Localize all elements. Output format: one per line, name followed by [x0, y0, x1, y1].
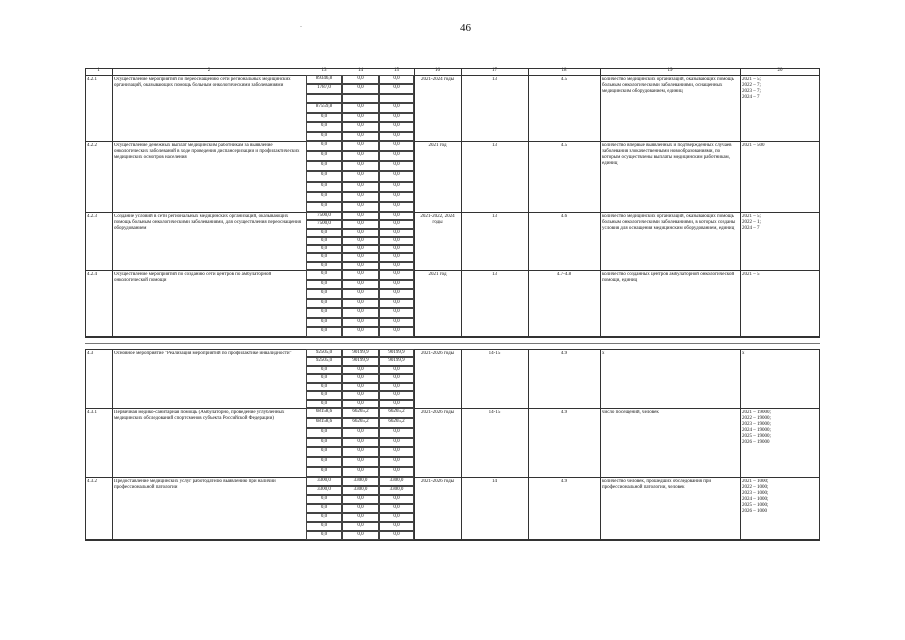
budget-value: 0,0	[342, 467, 379, 477]
budget-value: 3300,0	[306, 486, 342, 495]
column-divider	[112, 349, 113, 540]
budget-value: 0,0	[379, 161, 414, 171]
budget-value: 0,0	[379, 212, 414, 220]
budget-value: 0,0	[306, 245, 342, 253]
col17-value: 13	[492, 77, 497, 82]
row-divider	[85, 212, 820, 213]
budget-value: 0,0	[379, 220, 414, 228]
budget-value: 0,0	[306, 141, 342, 151]
budget-value: 0,0	[342, 327, 379, 337]
row-divider	[85, 337, 820, 338]
row-id: 4.2.1	[87, 77, 97, 82]
budget-value: 0,0	[342, 229, 379, 237]
budget-value: 7500,0	[306, 212, 342, 220]
budget-value: 7500,0	[306, 220, 342, 228]
budget-value: 0,0	[342, 103, 379, 112]
row-id: 4.3.2	[87, 479, 97, 484]
column-divider	[414, 349, 415, 540]
budget-value: 0,0	[342, 212, 379, 220]
years: 2021-2022, 2024 годы	[420, 214, 455, 225]
budget-value: 0,0	[306, 151, 342, 161]
budget-value: 0,0	[306, 383, 342, 391]
budget-value: 0,0	[342, 75, 379, 84]
budget-value: 0,0	[379, 113, 414, 122]
budget-value: 0,0	[379, 447, 414, 457]
budget-value: 0,0	[379, 280, 414, 290]
col17-value: 14-15	[488, 351, 501, 356]
row-divider	[85, 540, 820, 541]
budget-value: 0,0	[342, 151, 379, 161]
budget-value: 0,0	[379, 171, 414, 181]
column-number: 1	[97, 68, 100, 73]
target-values: x	[742, 351, 745, 356]
col18-value: 4.9	[560, 410, 568, 415]
col17-value: 13	[492, 214, 497, 219]
column-number: 20	[777, 68, 783, 73]
budget-value: 0,0	[306, 253, 342, 261]
budget-value: 3300,0	[379, 477, 414, 486]
budget-value: 0,0	[379, 103, 414, 112]
budget-value: 0,0	[342, 522, 379, 531]
budget-value: 0,0	[342, 262, 379, 270]
budget-value: 0,0	[379, 202, 414, 212]
budget-value: 0,0	[306, 366, 342, 374]
budget-value	[306, 94, 342, 103]
budget-value: 0,0	[342, 280, 379, 290]
budget-value: 0,0	[379, 245, 414, 253]
budget-value: 0,0	[379, 151, 414, 161]
column-divider	[528, 349, 529, 540]
budget-value: 0,0	[306, 229, 342, 237]
col18-value: 4.5	[560, 77, 568, 82]
col17-value: 13	[492, 272, 497, 277]
budget-value: 0,0	[342, 202, 379, 212]
row-id: 4.2.2	[87, 143, 97, 148]
column-divider	[740, 68, 741, 337]
budget-value: 0,0	[379, 513, 414, 522]
budget-value: 0,0	[379, 237, 414, 245]
budget-value: 0,0	[379, 229, 414, 237]
col17-value: 13	[492, 143, 497, 148]
indicator: количество медицинских организаций, оказывающих помощь больным онкологическими заболеваниями, оснащенных медицинским оборудованием, единиц	[602, 77, 734, 94]
budget-value: 0,0	[342, 171, 379, 181]
column-divider	[112, 68, 113, 337]
budget-value: 90199,9	[379, 357, 414, 365]
budget-value: 0,0	[306, 308, 342, 318]
budget-value: 0,0	[342, 237, 379, 245]
measure-name: Осуществление денежных выплат медицинским работникам за выявление онкологических заболеваний в ходе проведения диспансеризации и профилактических медицинских осмотров населения	[114, 143, 300, 160]
budget-value: 0,0	[306, 447, 342, 457]
budget-value: 0,0	[379, 192, 414, 202]
budget-value: 66265,2	[379, 418, 414, 428]
budget-value: 0,0	[342, 447, 379, 457]
budget-value: 0,0	[379, 182, 414, 192]
budget-value: 0,0	[342, 374, 379, 382]
budget-value: 0,0	[306, 318, 342, 328]
budget-value: 89346,8	[306, 75, 342, 84]
indicator: число посещений, человек	[602, 410, 659, 415]
measure-name: Основное мероприятие "Реализация мероприятий по профилактике инвалидности"	[114, 351, 292, 356]
budget-value: 0,0	[306, 113, 342, 122]
budget-value: 0,0	[379, 428, 414, 438]
budget-value: 90199,9	[342, 357, 379, 365]
budget-value: 0,0	[306, 457, 342, 467]
row-id: 4.3.1	[87, 410, 97, 415]
col17-value: 14-15	[488, 410, 501, 415]
indicator: количество медицинских организаций, оказывающих помощь больным онкологическими заболеваниями, в которых созданы условия для оснащения медицинским оборудованием, единиц	[602, 214, 736, 231]
budget-value: 0,0	[342, 245, 379, 253]
measure-name: Осуществление мероприятий по переоснащению сети региональных медицинских организаций, оказывающих помощь больным онкологическими заболеваниями	[114, 77, 291, 88]
col17-value: 14	[492, 479, 497, 484]
budget-value: 0,0	[342, 113, 379, 122]
budget-value: 0,0	[342, 84, 379, 93]
budget-value: 0,0	[379, 299, 414, 309]
budget-value: 66265,2	[342, 418, 379, 428]
budget-value: 0,0	[306, 299, 342, 309]
column-divider	[414, 68, 415, 337]
budget-value: 0,0	[379, 374, 414, 382]
budget-value: 0,0	[306, 522, 342, 531]
budget-value: 0,0	[342, 270, 379, 280]
budget-value: 0,0	[379, 504, 414, 513]
budget-value: 0,0	[342, 253, 379, 261]
col18-value: 4.7-4.8	[556, 272, 572, 277]
budget-value: 3300,0	[306, 477, 342, 486]
column-number: 2	[207, 68, 211, 73]
budget-value: 90199,9	[342, 349, 379, 357]
column-number: 13	[321, 68, 327, 73]
budget-value: 92505,0	[306, 349, 342, 357]
budget-value: 0,0	[379, 262, 414, 270]
budget-value: 0,0	[306, 192, 342, 202]
column-number: 14	[358, 68, 363, 73]
budget-value: 0,0	[306, 289, 342, 299]
budget-value: 0,0	[342, 318, 379, 328]
budget-value: 0,0	[342, 289, 379, 299]
budget-value: 0,0	[306, 428, 342, 438]
row-divider	[85, 408, 820, 409]
budget-value: 90199,9	[379, 349, 414, 357]
budget-value: 0,0	[342, 132, 379, 141]
column-divider	[600, 349, 601, 540]
budget-value: 0,0	[342, 220, 379, 228]
budget-value: 0,0	[379, 522, 414, 531]
budget-value: 0,0	[379, 318, 414, 328]
budget-value: 0,0	[379, 84, 414, 93]
budget-value: 68158,6	[306, 408, 342, 418]
column-number: 17	[492, 68, 497, 73]
column-number: 16	[435, 68, 440, 73]
target-values: 2021 – 5	[742, 272, 760, 277]
target-values: 2021 – 1000; 2022 – 1000; 2023 – 1000; 2024 – 1000; 2025 – 1000; 2026 – 1000	[742, 479, 769, 514]
budget-value: 1787,0	[306, 84, 342, 93]
column-divider	[461, 349, 462, 540]
row-divider	[85, 477, 820, 478]
budget-value: 0,0	[379, 75, 414, 84]
years: 2021 год	[428, 272, 447, 277]
budget-value: 0,0	[306, 531, 342, 540]
years: 2021 год	[428, 143, 447, 148]
budget-value: 0,0	[342, 438, 379, 448]
indicator: количество созданных центров амбулаторной онкологической помощи, единиц	[602, 272, 735, 283]
budget-value: 0,0	[306, 438, 342, 448]
section-gap	[85, 343, 820, 344]
budget-value: 0,0	[379, 391, 414, 399]
budget-value: 3300,0	[342, 486, 379, 495]
header-divider	[85, 75, 820, 76]
column-divider	[528, 68, 529, 337]
budget-value: 0,0	[342, 495, 379, 504]
budget-value: 0,0	[342, 457, 379, 467]
indicator: количество впервые выявленных и подтвержденных случаев заболевания злокачественными новообразованиями, по которым осуществлены выплаты медицинским работникам, единиц	[602, 143, 732, 166]
col18-value: 4.9	[560, 351, 568, 356]
target-values: 2021 – 500	[742, 143, 765, 148]
budget-value: 0,0	[306, 504, 342, 513]
budget-value: 0,0	[379, 132, 414, 141]
row-divider	[85, 270, 820, 271]
page-number: 46	[460, 22, 471, 34]
budget-value: 0,0	[342, 122, 379, 131]
target-values: 2021 – 5; 2022 – 7; 2023 – 7; 2024 – 7	[742, 77, 761, 100]
budget-value: 0,0	[306, 495, 342, 504]
budget-value	[342, 94, 379, 103]
years: 2021-2026 годы	[420, 410, 455, 415]
budget-value: 3300,0	[379, 486, 414, 495]
column-divider	[461, 68, 462, 337]
budget-value: 0,0	[306, 467, 342, 477]
measure-name: Осуществление мероприятий по созданию сети центров по амбулаторной онкологической помощи	[114, 272, 272, 283]
target-values: 2021 – 19000; 2022 – 19000; 2023 – 19000; 2024 – 19000; 2025 – 19000; 2026 – 19000	[742, 410, 771, 445]
budget-value: 0,0	[379, 366, 414, 374]
budget-value: 0,0	[379, 253, 414, 261]
budget-value: 0,0	[306, 132, 342, 141]
budget-value: 0,0	[342, 400, 379, 408]
col18-value: 4.6	[560, 214, 568, 219]
budget-value: 0,0	[306, 391, 342, 399]
budget-value: 0,0	[342, 391, 379, 399]
row-id: 4.2.3	[87, 214, 97, 219]
row-divider	[85, 141, 820, 142]
column-number: 18	[561, 68, 567, 73]
col18-value: 4.5	[560, 143, 568, 148]
indicator: x	[602, 351, 605, 356]
budget-value: 0,0	[306, 400, 342, 408]
budget-value: 0,0	[342, 513, 379, 522]
budget-value: 0,0	[342, 182, 379, 192]
measure-name: Создание условий в сети региональных медицинских организаций, оказывающих помощь больным онкологическими заболеваниями, для осуществления переоснащения оборудованием	[114, 214, 301, 231]
row-id: 4.3	[87, 351, 94, 356]
years: 2021-2026 годы	[420, 479, 455, 484]
budget-value: 0,0	[306, 374, 342, 382]
budget-value: 0,0	[342, 366, 379, 374]
measure-name: Первичная медико-санитарная помощь (Амбулаторно, проведение углубленных медицинских обследований спортсменов субъекта Российской Федерации)	[114, 410, 285, 421]
years: 2021-2024 годы	[420, 77, 455, 82]
budget-value: 0,0	[306, 280, 342, 290]
column-divider	[740, 349, 741, 540]
budget-value: 0,0	[342, 141, 379, 151]
budget-value: 68158,6	[306, 418, 342, 428]
budget-value: 0,0	[306, 182, 342, 192]
budget-value: 0,0	[342, 428, 379, 438]
budget-value: 0,0	[379, 270, 414, 280]
budget-value: 0,0	[342, 531, 379, 540]
indicator: количество человек, прошедших обследования при профессиональной патологии, человек	[602, 479, 712, 490]
budget-value	[379, 94, 414, 103]
budget-value: 0,0	[342, 383, 379, 391]
budget-value: 66265,2	[379, 408, 414, 418]
column-number: 19	[667, 68, 673, 73]
budget-value: 0,0	[342, 161, 379, 171]
budget-value: 0,0	[379, 531, 414, 540]
budget-value: 0,0	[379, 400, 414, 408]
budget-value: 0,0	[379, 457, 414, 467]
budget-value: 0,0	[342, 299, 379, 309]
row-id: 4.2.4	[87, 272, 97, 277]
budget-value: 0,0	[306, 122, 342, 131]
column-number: 15	[394, 68, 399, 73]
budget-value: 0,0	[306, 262, 342, 270]
budget-value: 0,0	[342, 192, 379, 202]
budget-value: 0,0	[379, 122, 414, 131]
budget-value: 0,0	[379, 308, 414, 318]
target-values: 2021 – 5; 2022 – 1; 2024 – 7	[742, 214, 761, 231]
budget-value: 0,0	[342, 308, 379, 318]
scan-mark: .	[300, 20, 302, 29]
budget-value: 92505,0	[306, 357, 342, 365]
budget-value: 0,0	[306, 171, 342, 181]
budget-value: 0,0	[306, 270, 342, 280]
budget-value: 0,0	[379, 327, 414, 337]
budget-value: 0,0	[379, 289, 414, 299]
col18-value: 4.9	[560, 479, 568, 484]
budget-value: 3300,0	[342, 477, 379, 486]
budget-value: 0,0	[306, 161, 342, 171]
budget-value: 0,0	[379, 495, 414, 504]
budget-value: 0,0	[342, 504, 379, 513]
budget-value: 0,0	[379, 438, 414, 448]
years: 2021-2026 годы	[420, 351, 455, 356]
budget-value: 0,0	[379, 141, 414, 151]
budget-value: 0,0	[379, 467, 414, 477]
measure-name: Предоставление медицинских услуг работодателю выявлению при наличии профессиональной патологии	[114, 479, 276, 490]
budget-value: 87559,8	[306, 103, 342, 112]
column-divider	[600, 68, 601, 337]
budget-value: 0,0	[306, 327, 342, 337]
budget-value: 0,0	[379, 383, 414, 391]
budget-value: 0,0	[306, 202, 342, 212]
budget-value: 0,0	[306, 237, 342, 245]
budget-value: 66265,2	[342, 408, 379, 418]
budget-value: 0,0	[306, 513, 342, 522]
